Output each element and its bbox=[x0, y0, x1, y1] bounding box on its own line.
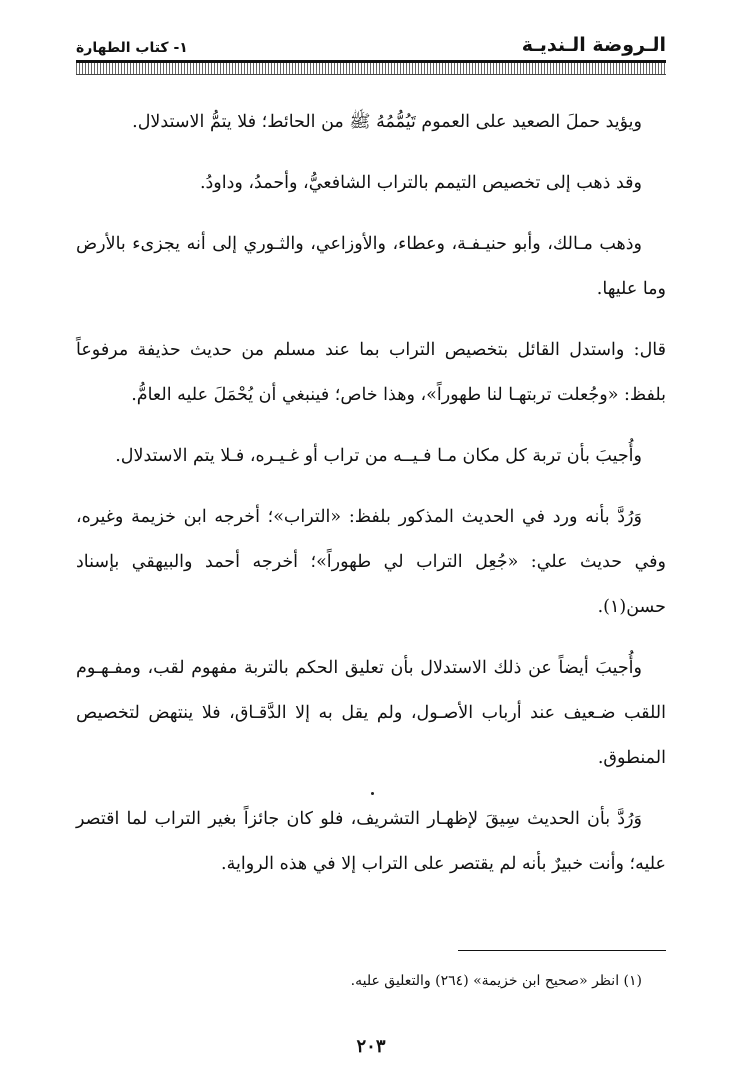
header-rule bbox=[76, 60, 666, 75]
chapter-title: ١- كتاب الطهارة bbox=[76, 40, 188, 56]
paragraph-5: وأُجيبَ بأن تربة كل مكان مـا فـيــه من تراب أو غـيـره، فـلا يتم الاستدلال. bbox=[115, 446, 642, 466]
main-text bbox=[76, 100, 666, 903]
book-title: الـروضة الـنديـة bbox=[521, 34, 666, 56]
ink-dot bbox=[371, 792, 374, 795]
footnote: (١) انظر «صحيح ابن خزيمة» (٢٦٤) والتعليق عليه. bbox=[350, 973, 642, 989]
paragraph-3: وذهب مـالك، وأبو حنيـفـة، وعطاء، والأوزاعي، والثـوري إلى أنه يجزىء بالأرض وما عليها. bbox=[76, 234, 666, 299]
page-number: ٢٠٣ bbox=[356, 1036, 386, 1057]
paragraph-6: وَرُدَّ بأنه ورد في الحديث المذكور بلفظ: «التراب»؛ أخرجه ابن خزيمة وغيره، وفي حديث علي: «جُعِل التراب لي طهوراً»؛ أخرجه أحمد والبيهقي بإسناد حسن(١). bbox=[76, 507, 666, 617]
footnote-rule bbox=[458, 950, 666, 951]
running-header bbox=[76, 30, 666, 56]
paragraph-1: ويؤيد حملَ الصعيد على العموم تَيُمُّمُهُ ﷺ من الحائط؛ فلا يتمُّ الاستدلال. bbox=[132, 112, 642, 132]
paragraph-7: وأُجيبَ أيضاً عن ذلك الاستدلال بأن تعليق الحكم بالتربة مفهوم لقب، ومفـهـوم اللقب ضـعيف عند أرباب الأصـول، ولم يقل به إلا الدَّقـاق، فلا ينتهض لتخصيص المنطوق. bbox=[76, 658, 666, 768]
paragraph-2: وقد ذهب إلى تخصيص التيمم بالتراب الشافعيُّ، وأحمدُ، وداودُ. bbox=[199, 173, 642, 193]
paragraph-4: قال: واستدل القائل بتخصيص التراب بما عند مسلم من حديث حذيفة مرفوعاً بلفظ: «وجُعلت تربتهـا لنا طهوراً»، وهذا خاص؛ فينبغي أن يُحْمَلَ عليه العامُّ. bbox=[76, 340, 666, 405]
paragraph-8: وَرُدَّ بأن الحديث سِيقَ لإظهـار التشريف، فلو كان جائزاً بغير التراب لما اقتصر عليه؛ وأنت خبيرٌ بأنه لم يقتصر على التراب إلا في هذه الرواية. bbox=[76, 809, 666, 874]
